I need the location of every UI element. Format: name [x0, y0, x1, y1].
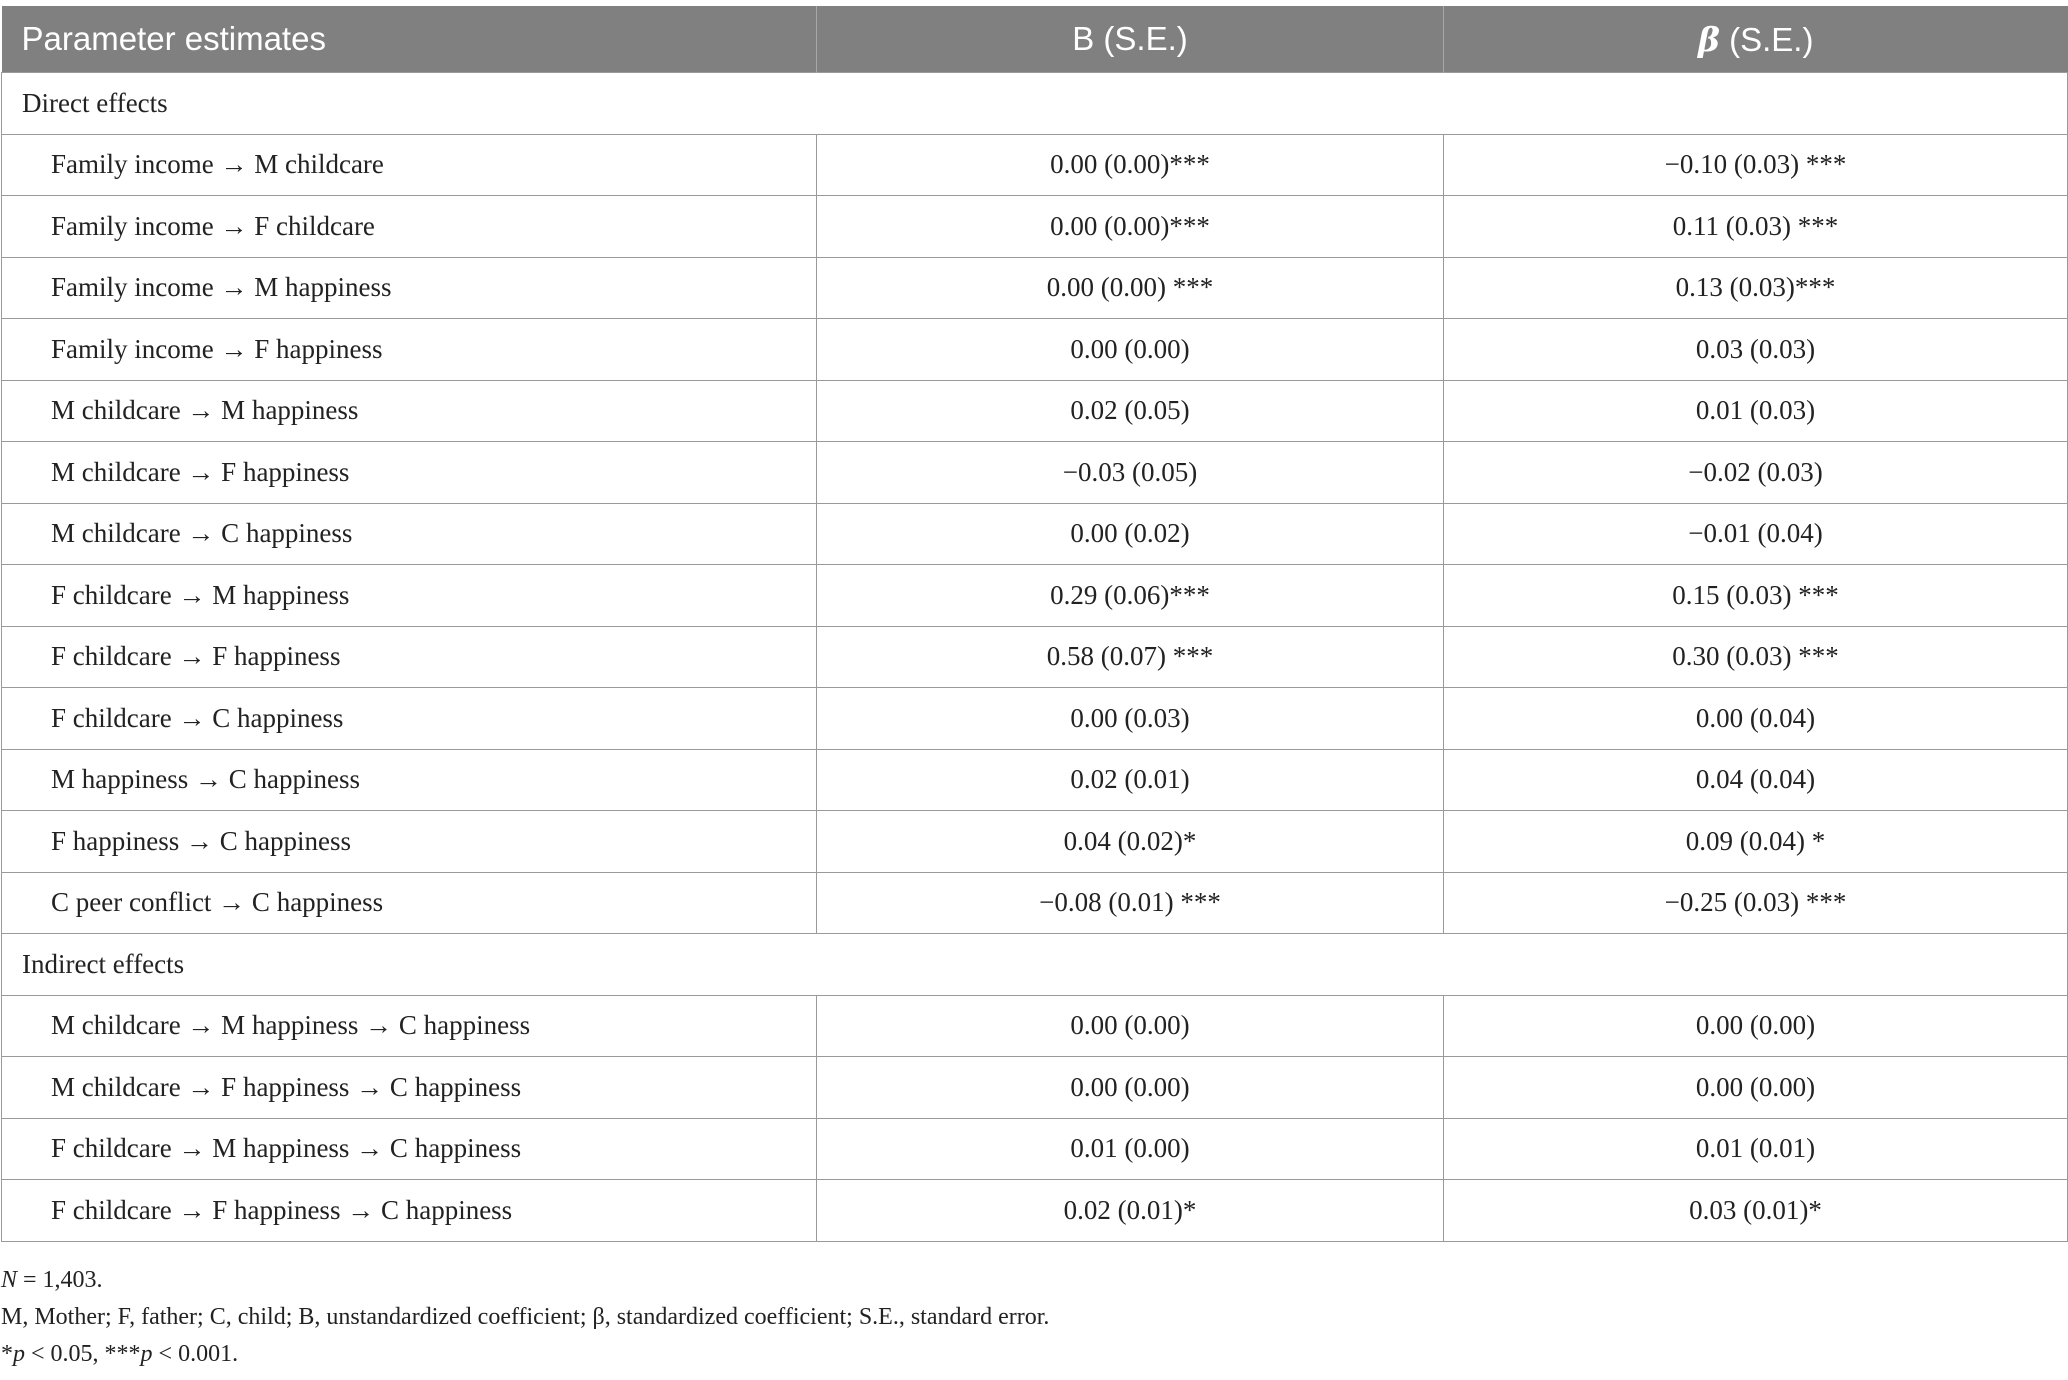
header-beta-se [1444, 6, 2068, 73]
path-label: F childcare → F happiness [2, 626, 817, 688]
b-value: 0.02 (0.01)* [817, 1180, 1444, 1242]
path-label: M childcare → C happiness [2, 503, 817, 565]
table-row [2, 380, 2068, 442]
b-value: 0.00 (0.02) [817, 503, 1444, 565]
table-row [2, 872, 2068, 934]
path-label: M childcare → F happiness [2, 442, 817, 504]
beta-value: 0.30 (0.03) *** [1444, 626, 2068, 688]
path-label: F childcare → F happiness → C happiness [2, 1180, 817, 1242]
beta-value: 0.00 (0.00) [1444, 995, 2068, 1057]
beta-value: 0.04 (0.04) [1444, 749, 2068, 811]
table-row [2, 503, 2068, 565]
section-title: Direct effects [2, 73, 2068, 135]
table-row [2, 749, 2068, 811]
section-title: Indirect effects [2, 934, 2068, 996]
beta-value: 0.03 (0.03) [1444, 319, 2068, 381]
footnote-sample-size: N = 1,403. [1, 1267, 103, 1293]
b-value: −0.03 (0.05) [817, 442, 1444, 504]
table-row [2, 319, 2068, 381]
path-label: M childcare → F happiness → C happiness [2, 1057, 817, 1119]
beta-value: 0.00 (0.00) [1444, 1057, 2068, 1119]
table-row [2, 196, 2068, 258]
path-label: Family income → M childcare [2, 134, 817, 196]
table-row [2, 1180, 2068, 1242]
beta-value: 0.00 (0.04) [1444, 688, 2068, 750]
header-parameter-estimates: Parameter estimates [2, 6, 817, 73]
path-label: F happiness → C happiness [2, 811, 817, 873]
table-row [2, 134, 2068, 196]
path-label: F childcare → M happiness → C happiness [2, 1118, 817, 1180]
footnote-significance: *p < 0.05, ***p < 0.001. [1, 1341, 239, 1367]
b-value: 0.00 (0.00) [817, 1057, 1444, 1119]
header-b-se: B (S.E.) [817, 6, 1444, 73]
table-row [2, 442, 2068, 504]
beta-value: −0.01 (0.04) [1444, 503, 2068, 565]
b-value: 0.00 (0.00) *** [817, 257, 1444, 319]
path-label: M childcare → M happiness [2, 380, 817, 442]
beta-value: −0.02 (0.03) [1444, 442, 2068, 504]
table-row [2, 626, 2068, 688]
b-value: 0.29 (0.06)*** [817, 565, 1444, 627]
path-label: Family income → F happiness [2, 319, 817, 381]
path-label: C peer conflict → C happiness [2, 872, 817, 934]
table-row [2, 257, 2068, 319]
b-value: 0.00 (0.00) [817, 319, 1444, 381]
b-value: 0.04 (0.02)* [817, 811, 1444, 873]
table-footnotes [1, 1262, 1049, 1373]
path-label: Family income → M happiness [2, 257, 817, 319]
beta-value: 0.15 (0.03) *** [1444, 565, 2068, 627]
beta-value: 0.13 (0.03)*** [1444, 257, 2068, 319]
table-body [2, 73, 2068, 1242]
parameter-estimates-table [1, 6, 2068, 1242]
b-value: 0.00 (0.00) [817, 995, 1444, 1057]
beta-value: 0.11 (0.03) *** [1444, 196, 2068, 258]
footnote-abbreviations: M, Mother; F, father; C, child; B, unstandardized coefficient; β, standardized coefficient; S.E., standard error. [1, 1304, 1050, 1330]
section-row [2, 934, 2068, 996]
b-value: 0.00 (0.00)*** [817, 196, 1444, 258]
beta-value: 0.09 (0.04) * [1444, 811, 2068, 873]
path-label: Family income → F childcare [2, 196, 817, 258]
path-label: F childcare → C happiness [2, 688, 817, 750]
b-value: 0.01 (0.00) [817, 1118, 1444, 1180]
table-row [2, 1057, 2068, 1119]
beta-value: 0.03 (0.01)* [1444, 1180, 2068, 1242]
table-header-row [2, 6, 2068, 73]
beta-value: 0.01 (0.03) [1444, 380, 2068, 442]
section-row [2, 73, 2068, 135]
path-label: M childcare → M happiness → C happiness [2, 995, 817, 1057]
beta-value: −0.25 (0.03) *** [1444, 872, 2068, 934]
beta-value: −0.10 (0.03) *** [1444, 134, 2068, 196]
header-beta-se-label: (S.E.) [1719, 20, 1814, 58]
b-value: 0.00 (0.03) [817, 688, 1444, 750]
results-table-container [1, 6, 2067, 1242]
path-label: M happiness → C happiness [2, 749, 817, 811]
b-value: 0.58 (0.07) *** [817, 626, 1444, 688]
b-value: −0.08 (0.01) *** [817, 872, 1444, 934]
table-row [2, 1118, 2068, 1180]
b-value: 0.02 (0.05) [817, 380, 1444, 442]
beta-value: 0.01 (0.01) [1444, 1118, 2068, 1180]
beta-symbol: β [1698, 19, 1720, 59]
path-label: F childcare → M happiness [2, 565, 817, 627]
table-row [2, 688, 2068, 750]
table-row [2, 565, 2068, 627]
table-row [2, 811, 2068, 873]
b-value: 0.02 (0.01) [817, 749, 1444, 811]
table-row [2, 995, 2068, 1057]
b-value: 0.00 (0.00)*** [817, 134, 1444, 196]
